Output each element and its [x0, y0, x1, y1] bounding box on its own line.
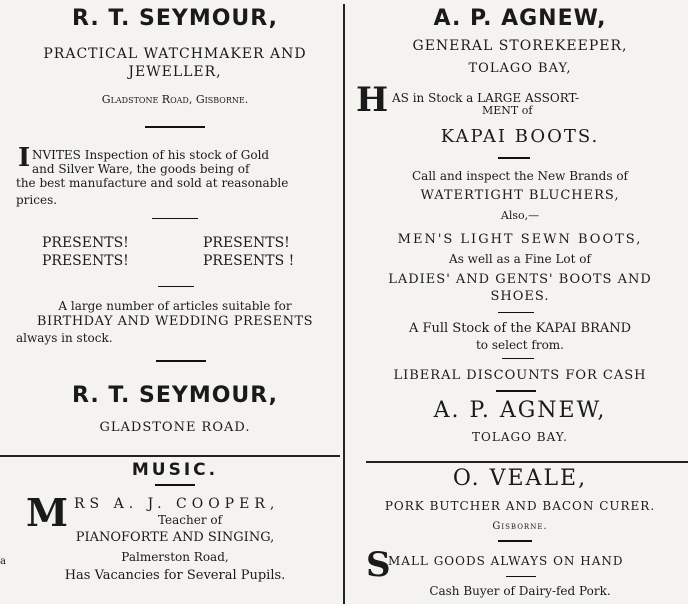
divider: [145, 126, 205, 128]
agnew-full-stock2: to select from.: [475, 338, 564, 352]
agnew-stock-line2: MENT of: [482, 104, 533, 117]
divider: [502, 358, 534, 359]
agnew-discounts: LIBERAL DISCOUNTS FOR CASH: [393, 368, 647, 383]
divider: [506, 576, 536, 577]
agnew-footer-location: TOLAGO BAY.: [472, 430, 568, 444]
cooper-vacancies: Has Vacancies for Several Pupils.: [64, 568, 286, 583]
divider: [496, 390, 536, 392]
agnew-mens: MEN'S LIGHT SEWN BOOTS,: [397, 232, 643, 247]
cooper-name: RS A. J. COOPER,: [74, 496, 280, 512]
section-rule-right: [366, 461, 688, 463]
drop-cap-h: H: [356, 80, 389, 120]
presents-2: PRESENTS!: [203, 235, 290, 251]
presents-1: PRESENTS!: [42, 235, 129, 251]
divider: [155, 484, 195, 486]
seymour-trade-line2: JEWELLER,: [128, 64, 222, 80]
agnew-location: TOLAGO BAY,: [468, 61, 572, 76]
articles-line1: A large number of articles suitable for: [58, 299, 292, 313]
agnew-footer-name: A. P. AGNEW,: [433, 398, 607, 423]
seymour-footer-name: R. T. SEYMOUR,: [71, 383, 279, 408]
divider: [498, 540, 532, 542]
agnew-watertight: WATERTIGHT BLUCHERS,: [420, 188, 620, 203]
drop-cap-m: M: [26, 490, 69, 535]
seymour-footer-address: GLADSTONE ROAD.: [99, 420, 251, 435]
agnew-ladies: LADIES' AND GENTS' BOOTS AND: [388, 272, 652, 287]
music-heading: MUSIC.: [131, 460, 219, 480]
veale-small-goods: MALL GOODS ALWAYS ON HAND: [388, 554, 624, 568]
divider: [498, 312, 534, 313]
cooper-subjects: PIANOFORTE AND SINGING,: [75, 530, 275, 545]
agnew-stock-line1: AS in Stock a LARGE ASSORT-: [392, 91, 580, 105]
presents-3: PRESENTS!: [42, 253, 129, 269]
articles-line3: always in stock.: [16, 331, 113, 345]
seymour-name: R. T. SEYMOUR,: [71, 6, 279, 31]
veale-trade: PORK BUTCHER AND BACON CURER.: [384, 499, 656, 513]
agnew-fine-lot: As well as a Fine Lot of: [449, 252, 591, 266]
agnew-also: Also,—: [500, 209, 540, 222]
presents-4: PRESENTS !: [203, 253, 295, 269]
column-divider: [343, 4, 345, 604]
articles-line2: BIRTHDAY AND WEDDING PRESENTS: [36, 314, 314, 329]
margin-note: a: [0, 556, 6, 567]
seymour-address: Gladstone Road, Gisborne.: [101, 93, 249, 106]
divider: [158, 286, 194, 287]
divider: [498, 157, 530, 159]
seymour-trade-line1: PRACTICAL WATCHMAKER AND: [43, 46, 307, 62]
veale-name: O. VEALE,: [452, 466, 588, 491]
invites-line2: and Silver Ware, the goods being of: [32, 162, 250, 176]
agnew-full-stock1: A Full Stock of the KAPAI BRAND: [408, 321, 632, 336]
cooper-road: Palmerston Road,: [121, 550, 229, 564]
divider: [156, 360, 206, 362]
invites-line1: NVITES Inspection of his stock of Gold: [32, 148, 270, 162]
veale-location: Gisborne.: [492, 521, 548, 532]
divider: [152, 218, 198, 219]
invites-line3: the best manufacture and sold at reasonable: [16, 176, 289, 190]
agnew-name: A. P. AGNEW,: [433, 6, 607, 31]
cooper-teacher: Teacher of: [157, 513, 223, 527]
invites-line4: prices.: [16, 193, 58, 207]
drop-cap-s: S: [366, 545, 391, 585]
agnew-shoes: SHOES.: [490, 289, 550, 304]
agnew-trade: GENERAL STOREKEEPER,: [412, 38, 628, 54]
kapai-boots: KAPAI BOOTS.: [440, 126, 600, 147]
section-rule-left: [0, 455, 340, 457]
drop-cap-i: I: [18, 143, 31, 173]
veale-cash-buyer: Cash Buyer of Dairy-fed Pork.: [429, 584, 611, 598]
agnew-call-line: Call and inspect the New Brands of: [412, 169, 628, 183]
